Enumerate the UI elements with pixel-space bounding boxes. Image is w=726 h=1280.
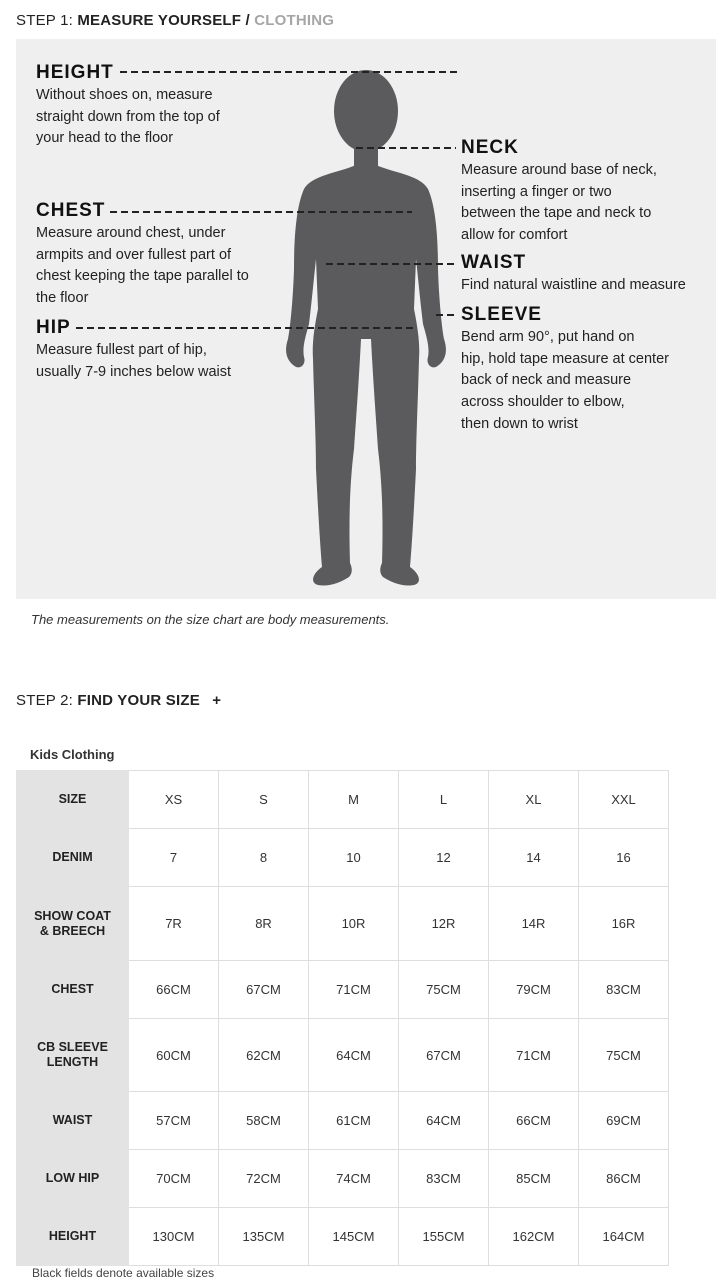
table-cell: 135CM	[219, 1208, 309, 1266]
table-row	[17, 887, 669, 961]
table-cell: 14R	[489, 887, 579, 961]
table-cell: 16	[579, 829, 669, 887]
table-cell: 75CM	[399, 961, 489, 1019]
table-cell: XXL	[579, 771, 669, 829]
table-row	[17, 1092, 669, 1150]
table-cell: 83CM	[399, 1150, 489, 1208]
table-cell: S	[219, 771, 309, 829]
table-row	[17, 1019, 669, 1092]
table-cell: 8R	[219, 887, 309, 961]
table-row	[17, 1150, 669, 1208]
table-cell: 71CM	[489, 1019, 579, 1092]
hip-title: HIP	[36, 317, 75, 339]
table-cell: 10	[309, 829, 399, 887]
table-row	[17, 961, 669, 1019]
table-cell: 16R	[579, 887, 669, 961]
hip-guide	[36, 317, 296, 383]
table-cell: 8	[219, 829, 309, 887]
table-cell: 61CM	[309, 1092, 399, 1150]
table-cell: 66CM	[489, 1092, 579, 1150]
table-cell: 164CM	[579, 1208, 669, 1266]
table-cell: 162CM	[489, 1208, 579, 1266]
table-row	[17, 1208, 669, 1266]
size-chart-table	[16, 770, 669, 1266]
table-cell: 66CM	[129, 961, 219, 1019]
chest-guide	[36, 200, 296, 310]
height-guide	[36, 62, 296, 150]
height-title: HEIGHT	[36, 62, 118, 84]
table-cell: 12	[399, 829, 489, 887]
expand-plus-icon[interactable]: +	[212, 692, 222, 709]
measurement-guide-panel	[16, 39, 716, 599]
table-cell: 62CM	[219, 1019, 309, 1092]
waist-guide	[461, 252, 713, 297]
table-cell: 71CM	[309, 961, 399, 1019]
table-cell: 7R	[129, 887, 219, 961]
table-cell: 67CM	[399, 1019, 489, 1092]
step1-heading	[16, 12, 334, 29]
row-header: SHOW COAT & BREECH	[17, 887, 129, 961]
step2-label: STEP 2:	[16, 692, 73, 709]
table-cell: 12R	[399, 887, 489, 961]
table-cell: 145CM	[309, 1208, 399, 1266]
sleeve-guide	[461, 304, 711, 436]
table-cell: 64CM	[309, 1019, 399, 1092]
neck-guide	[461, 137, 711, 247]
table-caption: Kids Clothing	[30, 747, 115, 762]
table-footnote: Black fields denote available sizes	[32, 1266, 215, 1280]
body-measurements-note: The measurements on the size chart are body measurements.	[31, 612, 390, 627]
height-desc: Without shoes on, measure straight down from the top of your head to the floor	[36, 87, 220, 147]
row-header: CHEST	[17, 961, 129, 1019]
sleeve-title: SLEEVE	[461, 304, 546, 326]
step1-title: MEASURE YOURSELF /	[77, 12, 250, 29]
table-cell: 64CM	[399, 1092, 489, 1150]
table-cell: L	[399, 771, 489, 829]
table-cell: 155CM	[399, 1208, 489, 1266]
step1-clothing-link[interactable]: CLOTHING	[254, 12, 335, 29]
table-cell: 74CM	[309, 1150, 399, 1208]
table-cell: XS	[129, 771, 219, 829]
row-header: CB SLEEVE LENGTH	[17, 1019, 129, 1092]
table-cell: 69CM	[579, 1092, 669, 1150]
table-cell: 60CM	[129, 1019, 219, 1092]
row-header: HEIGHT	[17, 1208, 129, 1266]
table-row	[17, 771, 669, 829]
step2-heading[interactable]	[16, 692, 221, 709]
table-cell: M	[309, 771, 399, 829]
neck-desc: Measure around base of neck, inserting a finger or two between the tape and neck to allow for comfort	[461, 162, 657, 244]
table-row	[17, 829, 669, 887]
table-cell: 85CM	[489, 1150, 579, 1208]
row-header: SIZE	[17, 771, 129, 829]
chest-title: CHEST	[36, 200, 109, 222]
row-header: WAIST	[17, 1092, 129, 1150]
table-cell: XL	[489, 771, 579, 829]
table-cell: 130CM	[129, 1208, 219, 1266]
table-cell: 79CM	[489, 961, 579, 1019]
waist-desc: Find natural waistline and measure	[461, 277, 686, 293]
table-cell: 10R	[309, 887, 399, 961]
table-cell: 58CM	[219, 1092, 309, 1150]
neck-title: NECK	[461, 137, 523, 159]
sleeve-desc: Bend arm 90°, put hand on hip, hold tape measure at center back of neck and measure across shoulder to elbow, then down to wrist	[461, 329, 669, 432]
table-cell: 57CM	[129, 1092, 219, 1150]
step1-label: STEP 1:	[16, 12, 73, 29]
table-cell: 14	[489, 829, 579, 887]
table-cell: 70CM	[129, 1150, 219, 1208]
table-cell: 75CM	[579, 1019, 669, 1092]
step2-title: FIND YOUR SIZE	[77, 692, 200, 709]
hip-desc: Measure fullest part of hip, usually 7-9 inches below waist	[36, 342, 232, 380]
table-cell: 67CM	[219, 961, 309, 1019]
row-header: LOW HIP	[17, 1150, 129, 1208]
row-header: DENIM	[17, 829, 129, 887]
table-cell: 7	[129, 829, 219, 887]
table-cell: 72CM	[219, 1150, 309, 1208]
waist-title: WAIST	[461, 252, 530, 274]
chest-desc: Measure around chest, under armpits and over fullest part of chest keeping the tape parallel to the floor	[36, 225, 249, 307]
table-cell: 86CM	[579, 1150, 669, 1208]
table-cell: 83CM	[579, 961, 669, 1019]
